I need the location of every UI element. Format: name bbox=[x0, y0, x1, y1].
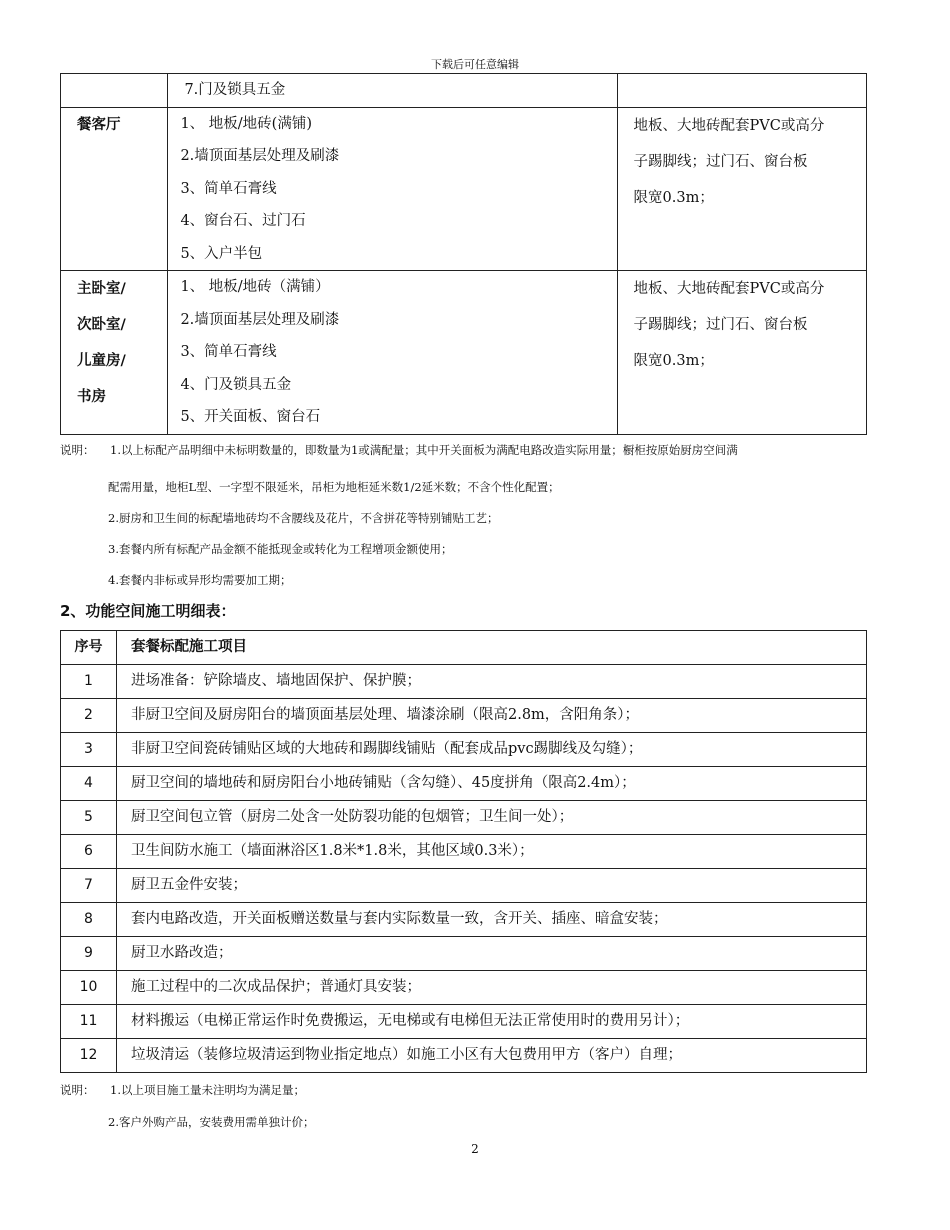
note-line: 限宽0.3m； bbox=[633, 189, 714, 206]
row-item: 套内电路改造，开关面板赠送数量与套内实际数量一致，含开关、插座、暗盒安装； bbox=[117, 903, 867, 937]
room-cell bbox=[61, 271, 168, 435]
notes-cell bbox=[617, 271, 866, 435]
items-cell bbox=[168, 271, 617, 435]
section-title: 2、功能空间施工明细表： bbox=[60, 602, 236, 620]
table-row bbox=[61, 937, 867, 971]
row-number: 8 bbox=[61, 903, 117, 937]
items-cell bbox=[168, 74, 617, 108]
table-row bbox=[61, 835, 867, 869]
list-item: 4、窗台石、过门石 bbox=[180, 213, 306, 229]
row-item: 垃圾清运（装修垃圾清运到物业指定地点）如施工小区有大包费用甲方（客户）自理； bbox=[117, 1039, 867, 1073]
row-number: 1 bbox=[61, 665, 117, 699]
note-line: 3.套餐内所有标配产品金额不能抵现金或转化为工程增项金额使用； bbox=[108, 542, 453, 556]
row-number: 3 bbox=[61, 733, 117, 767]
list-item: 1、 地板/地砖(满铺) bbox=[180, 115, 312, 132]
list-item: 5、开关面板、窗台石 bbox=[180, 409, 321, 425]
note-line: 限宽0.3m； bbox=[633, 353, 714, 369]
note-line: 1.以上标配产品明细中未标明数量的，即数量为1或满配量；其中开关面板为满配电路改造实际用量；橱柜按原始厨房空间满 bbox=[110, 443, 738, 457]
note-line: 1.以上项目施工量未注明均为满足量； bbox=[110, 1083, 305, 1097]
construction-items-table bbox=[60, 630, 867, 1073]
table-row bbox=[61, 699, 867, 733]
table-row bbox=[61, 733, 867, 767]
note-line: 地板、大地砖配套PVC或高分 bbox=[633, 281, 825, 297]
column-header-no: 序号 bbox=[61, 631, 117, 665]
table-row bbox=[61, 1039, 867, 1073]
room-name: 儿童房/ bbox=[77, 353, 126, 369]
row-item: 非厨卫空间及厨房阳台的墙顶面基层处理、墙漆涂刷（限高2.8m，含阳角条）； bbox=[117, 699, 867, 733]
row-number: 11 bbox=[61, 1005, 117, 1039]
row-item: 施工过程中的二次成品保护；普通灯具安装； bbox=[117, 971, 867, 1005]
list-item: 3、简单石膏线 bbox=[180, 344, 277, 360]
notes-label: 说明： bbox=[60, 1083, 95, 1097]
table-row bbox=[61, 869, 867, 903]
list-item: 3、简单石膏线 bbox=[180, 180, 277, 197]
row-item: 非厨卫空间瓷砖铺贴区域的大地砖和踢脚线铺贴（配套成品pvc踢脚线及勾缝）； bbox=[117, 733, 867, 767]
row-number: 10 bbox=[61, 971, 117, 1005]
note-line: 子踢脚线；过门石、窗台板 bbox=[633, 317, 808, 333]
row-item: 厨卫水路改造； bbox=[117, 937, 867, 971]
row-item: 材料搬运（电梯正常运作时免费搬运，无电梯或有电梯但无法正常使用时的费用另计）； bbox=[117, 1005, 867, 1039]
row-number: 5 bbox=[61, 801, 117, 835]
room-name: 主卧室/ bbox=[77, 281, 126, 297]
room-cell bbox=[61, 107, 168, 271]
table-row bbox=[61, 107, 867, 271]
column-header-item: 套餐标配施工项目 bbox=[117, 631, 867, 665]
row-number: 4 bbox=[61, 767, 117, 801]
row-item: 厨卫五金件安装； bbox=[117, 869, 867, 903]
row-number: 6 bbox=[61, 835, 117, 869]
row-number: 12 bbox=[61, 1039, 117, 1073]
row-number: 7 bbox=[61, 869, 117, 903]
page-number: 2 bbox=[471, 1142, 479, 1156]
note-line: 地板、大地砖配套PVC或高分 bbox=[633, 117, 825, 134]
room-cell bbox=[61, 74, 168, 108]
table-row bbox=[61, 801, 867, 835]
notes-cell bbox=[617, 74, 866, 108]
note-line: 子踢脚线；过门石、窗台板 bbox=[633, 153, 808, 170]
room-name: 书房 bbox=[77, 389, 106, 405]
table-row bbox=[61, 74, 867, 108]
note-line: 2.厨房和卫生间的标配墙地砖均不含腰线及花片，不含拼花等特别铺贴工艺； bbox=[108, 511, 499, 525]
row-item: 卫生间防水施工（墙面淋浴区1.8米*1.8米，其他区域0.3米）； bbox=[117, 835, 867, 869]
notes-cell bbox=[617, 107, 866, 271]
table-row bbox=[61, 903, 867, 937]
row-number: 2 bbox=[61, 699, 117, 733]
list-item: 2.墙顶面基层处理及刷漆 bbox=[180, 148, 340, 164]
table-row bbox=[61, 971, 867, 1005]
table-row bbox=[61, 271, 867, 435]
room-name: 餐客厅 bbox=[77, 116, 121, 133]
note-line: 4.套餐内非标或异形均需要加工期； bbox=[108, 573, 292, 587]
row-item: 厨卫空间包立管（厨房二处含一处防裂功能的包烟管；卫生间一处）； bbox=[117, 801, 867, 835]
list-item: 7.门及锁具五金 bbox=[184, 82, 286, 98]
note-line: 2.客户外购产品，安装费用需单独计价； bbox=[108, 1115, 315, 1129]
items-cell bbox=[168, 107, 617, 271]
table-row bbox=[61, 665, 867, 699]
list-item: 1、 地板/地砖（满铺） bbox=[180, 279, 330, 295]
table-row bbox=[61, 1005, 867, 1039]
list-item: 2.墙顶面基层处理及刷漆 bbox=[180, 311, 340, 328]
list-item: 4、门及锁具五金 bbox=[180, 376, 292, 393]
row-item: 进场准备：铲除墙皮、墙地固保护、保护膜； bbox=[117, 665, 867, 699]
row-number: 9 bbox=[61, 937, 117, 971]
notes-label: 说明： bbox=[60, 443, 95, 457]
page-header: 下载后可任意编辑 bbox=[431, 58, 519, 71]
room-name: 次卧室/ bbox=[77, 317, 126, 333]
table-row bbox=[61, 767, 867, 801]
table-header-row bbox=[61, 631, 867, 665]
note-line: 配需用量，地柜L型、一字型不限延米，吊柜为地柜延米数1/2延米数；不含个性化配置； bbox=[108, 480, 560, 494]
list-item: 5、入户半包 bbox=[180, 245, 263, 262]
package-items-table bbox=[60, 73, 867, 435]
row-item: 厨卫空间的墙地砖和厨房阳台小地砖铺贴（含勾缝）、45度拼角（限高2.4m）； bbox=[117, 767, 867, 801]
